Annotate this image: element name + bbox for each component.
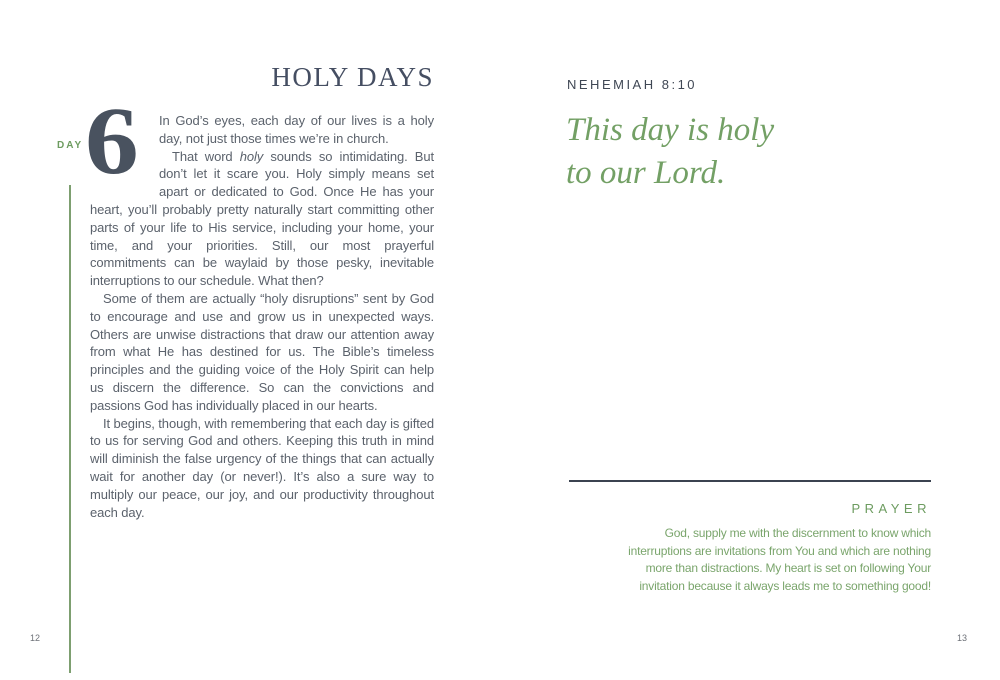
page-number-right: 13 [956,633,967,643]
verse-quote: This day is holy to our Lord. [566,112,775,191]
page-number-left: 12 [30,633,41,643]
drop-number-spacer [90,112,159,187]
prayer-heading: PRAYER [851,501,931,516]
day-label: DAY [57,140,84,151]
devotional-body: In God’s eyes, each day of our lives is a holy day, not just those times we’re in church. That word holy sounds so intimidating. But don’t let it scare you. Holy simply means set apart or dedicated to God. Once He has your heart, you’ll probably pretty naturally start committing other parts of your life to His service, including your home, your time, and your priorities. Still, our most prayerful commitments can be waylaid by those pesky, inevitable interruptions to our schedule. What then? Some of them are actually “holy disruptions” sent by God to encourage and use and grow us in unexpected ways. Others are unwise distractions that draw our attention away from what He has destined for us. The Bible’s timeless principles and the guiding voice of the Holy Spirit can help us discern the difference. So can the convictions and passions God has individually placed in our hearts. It begins, though, with remembering that each day is gifted to us for serving God and others. Keeping this truth in mind will diminish the false urgency of the things that can actually wait for another day (or never!). It’s also a sure way to multiply our peace, our joy, and our productivity throughout each day. [90,113,434,520]
left-margin-rule [69,185,71,673]
prayer-text: God, supply me with the discernment to know which interruptions are invitations from You and which are nothing more than distractions. My heart is set on following Your invitation because it always leads me to something good! [628,526,931,593]
verse-reference: NEHEMIAH 8:10 [567,77,698,92]
day-number: 6 [85,87,139,194]
chapter-title: HOLY DAYS [271,62,434,92]
prayer-divider-rule [569,480,931,482]
